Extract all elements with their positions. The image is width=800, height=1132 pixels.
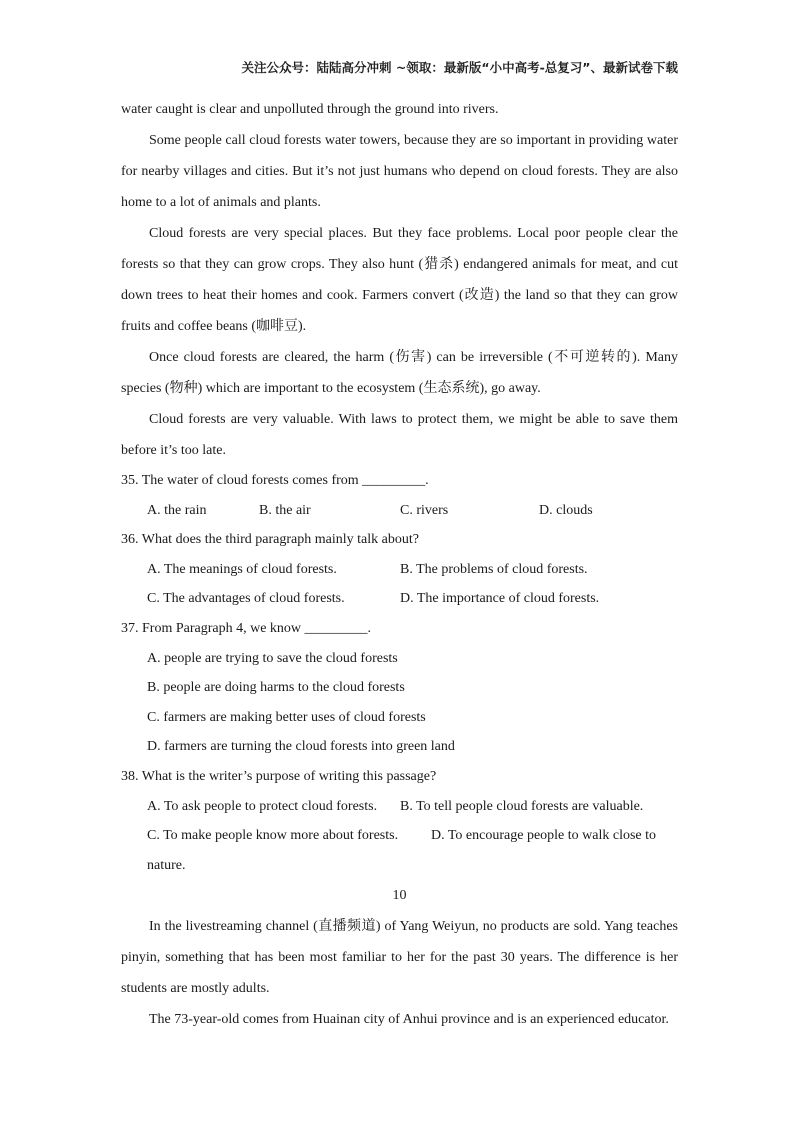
option-b: B. people are doing harms to the cloud forests [147,680,405,696]
option-d-continued: nature. [147,857,186,873]
question-36-options-row1 [121,555,678,585]
option-a: A. the rain [147,502,207,518]
option-c: C. rivers [400,502,449,518]
option-d: D. farmers are turning the cloud forests into green land [147,739,455,755]
option-d: D. The importance of cloud forests. [400,591,600,607]
question-35-options [121,496,678,526]
paragraph: water caught is clear and unpolluted through the ground into rivers. [121,102,499,117]
option-c: C. The advantages of cloud forests. [147,591,345,607]
question-38-options-row2 [121,821,678,851]
document-body [121,94,678,1035]
question-38-stem: 38. What is the writer’s purpose of writing this passage? [121,768,437,784]
paragraph: Cloud forests are very valuable. With laws to protect them, we might be able to save them before it’s too late. [121,412,678,458]
paragraph: Once cloud forests are cleared, the harm (伤害) can be irreversible (不可逆转的). Many species (物种) which are important to the ecosystem (生态系统), go away. [121,350,678,396]
question-36-options-row2 [121,584,678,614]
option-d: D. To encourage people to walk close to [431,828,657,844]
option-c: C. To make people know more about forests. [147,828,399,844]
option-a: A. people are trying to save the cloud forests [147,650,398,666]
option-c: C. farmers are making better uses of cloud forests [147,709,426,725]
question-35-stem: 35. The water of cloud forests comes from _________. [121,473,429,488]
section-number: 10 [392,888,407,904]
option-b: B. the air [259,502,311,518]
paragraph: Cloud forests are very special places. But they face problems. Local poor people clear the forests so that they can grow crops. They also hunt (猎杀) endangered animals for meat, and cut down trees to heat their homes and cook. Farmers convert (改造) the land so that they can grow fruits and coffee beans (咖啡豆). [121,226,678,334]
paragraph: The 73-year-old comes from Huainan city of Anhui province and is an experienced educator. [149,1012,669,1028]
option-d: D. clouds [539,502,593,518]
question-36-stem: 36. What does the third paragraph mainly talk about? [121,532,419,548]
option-b: B. To tell people cloud forests are valuable. [400,798,644,814]
page-header: 关注公众号：陆陆高分冲刺 ~领取：最新版“小中高考-总复习”、最新试卷下载 [241,60,678,75]
paragraph: In the livestreaming channel (直播频道) of Yang Weiyun, no products are sold. Yang teaches pinyin, something that has been most familiar to her for the past 30 years. The difference is her students are mostly adults. [121,919,678,997]
option-b: B. The problems of cloud forests. [400,561,588,577]
option-a: A. The meanings of cloud forests. [147,561,337,577]
question-37-stem: 37. From Paragraph 4, we know _________. [121,620,372,636]
question-38-options-row1 [121,792,678,822]
paragraph: Some people call cloud forests water towers, because they are so important in providing water for nearby villages and cities. But it’s not just humans who depend on cloud forests. They are also home to a lot of animals and plants. [121,133,678,210]
option-a: A. To ask people to protect cloud forests. [147,798,378,814]
